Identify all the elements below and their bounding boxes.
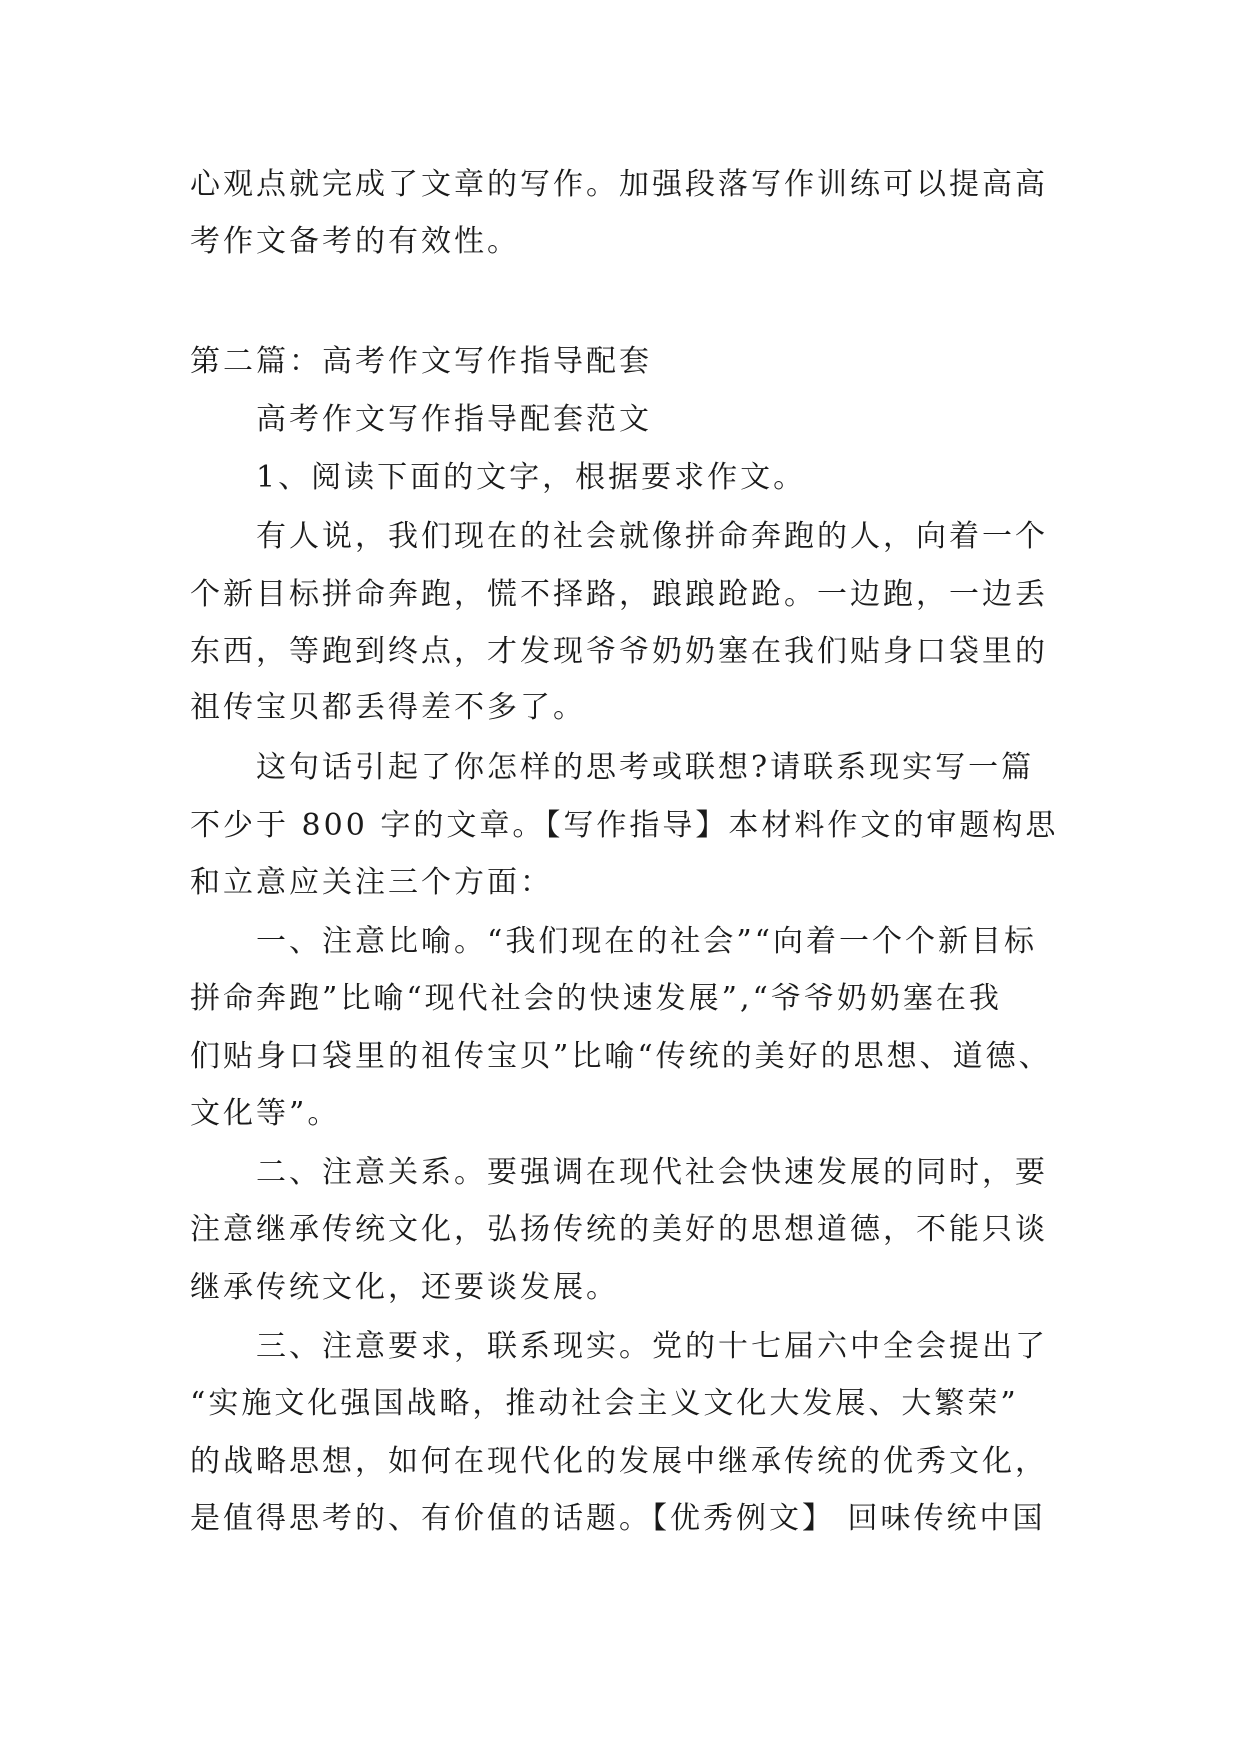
prompt-instruction: 1、阅读下面的文字，根据要求作文。 bbox=[256, 460, 807, 495]
text-line: “实施文化强国战略，推动社会主义文化大发展、大繁荣” bbox=[190, 1386, 1019, 1421]
text-line: 注意继承传统文化，弘扬传统的美好的思想道德，不能只谈 bbox=[190, 1212, 1048, 1247]
paragraph-start: 三、注意要求，联系现实。党的十七届六中全会提出了 bbox=[256, 1329, 1048, 1364]
text-line: 继承传统文化，还要谈发展。 bbox=[190, 1270, 619, 1305]
text-line: 祖传宝贝都丢得差不多了。 bbox=[190, 690, 586, 725]
text-line: 和立意应关注三个方面： bbox=[190, 865, 553, 900]
text-line: 是值得思考的、有价值的话题。【优秀例文】 回味传统中国 bbox=[190, 1501, 1046, 1536]
text-line: 不少于 800 字的文章。【写作指导】本材料作文的审题构思 bbox=[190, 808, 1059, 843]
text-line: 拼命奔跑”比喻“现代社会的快速发展”,“爷爷奶奶塞在我 bbox=[190, 981, 1002, 1016]
paragraph-start: 有人说，我们现在的社会就像拼命奔跑的人，向着一个 bbox=[256, 519, 1048, 554]
paragraph-start: 这句话引起了你怎样的思考或联想?请联系现实写一篇 bbox=[256, 750, 1035, 785]
paragraph-start: 二、注意关系。要强调在现代社会快速发展的同时，要 bbox=[256, 1155, 1048, 1190]
text-line: 的战略思想，如何在现代化的发展中继承传统的优秀文化， bbox=[190, 1444, 1048, 1479]
text-line: 考作文备考的有效性。 bbox=[190, 224, 520, 259]
paragraph-start: 一、注意比喻。“我们现在的社会”“向着一个个新目标 bbox=[256, 924, 1038, 959]
text-line: 们贴身口袋里的祖传宝贝”比喻“传统的美好的思想、道德、 bbox=[190, 1039, 1052, 1074]
article-title: 高考作文写作指导配套范文 bbox=[256, 402, 652, 437]
text-line: 文化等”。 bbox=[190, 1096, 341, 1131]
text-line: 心观点就完成了文章的写作。加强段落写作训练可以提高高 bbox=[190, 167, 1048, 202]
section-heading: 第二篇：高考作文写作指导配套 bbox=[190, 344, 652, 379]
text-line: 东西，等跑到终点，才发现爷爷奶奶塞在我们贴身口袋里的 bbox=[190, 634, 1048, 669]
text-line: 个新目标拼命奔跑，慌不择路，踉踉跄跄。一边跑，一边丢 bbox=[190, 577, 1048, 612]
